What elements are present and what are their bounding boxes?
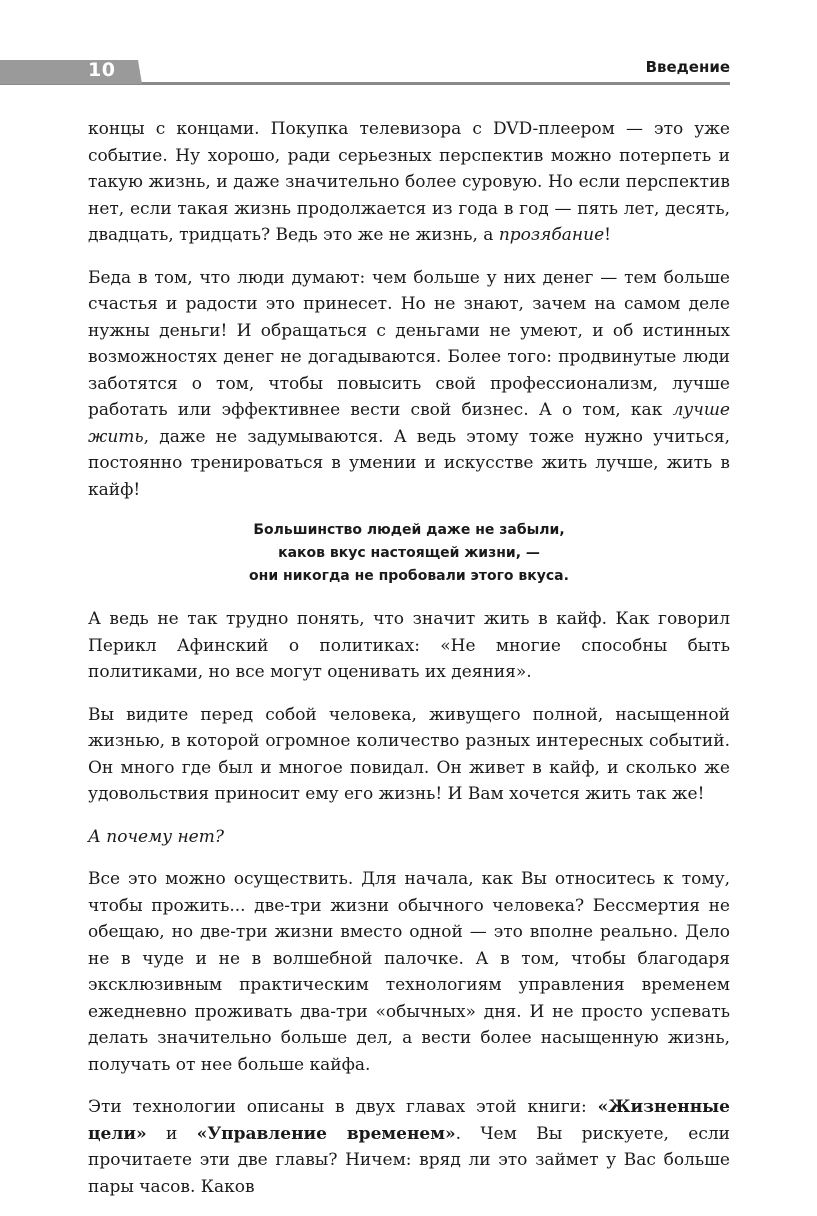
- paragraph-3: А ведь не так трудно понять, что значит жить в кайф. Как говорил Перикл Афинский о политиках: «Не многие способны быть политиками, но все могут оценивать их деяния».: [88, 609, 730, 682]
- chapter-ref-time-management: «Управление временем»: [196, 1123, 456, 1144]
- page-body: [88, 116, 730, 1216]
- paragraph-5-italic-question: А почему нет?: [88, 826, 224, 847]
- paragraph-4: Вы видите перед собой человека, живущего полной, насыщенной жизнью, в которой огромное количество разных интересных событий. Он много где был и многое повидал. Он живет в кайф, и сколько же удовольствия приносит ему его жизнь! И Вам хочется жить так же!: [88, 704, 730, 804]
- page-number-tab: [0, 60, 142, 84]
- page-header: [0, 58, 730, 84]
- paragraph-7: Эти технологии описаны в двух главах этой книги: «Жизненные цели» и «Управление временем». Чем Вы рискуете, если прочитаете эти две главы? Ничем: вряд ли это займет у Вас больше пары часов. Каков: [88, 1097, 731, 1197]
- chapter-ref-life-goals: «Жизненные цели»: [88, 1097, 730, 1144]
- paragraph-1: концы с концами. Покупка телевизора с DVD-плеером — это уже событие. Ну хорошо, ради серьезных перспектив можно потерпеть и такую жизнь, и даже значительно более суровую. Но если перспектив нет, если такая жизнь продолжается из года в год — пять лет, десять, двадцать, тридцать? Ведь это же не жизнь, а прозябание!: [88, 119, 730, 245]
- pull-quote-line: они никогда не пробовали этого вкуса.: [249, 568, 569, 584]
- paragraph-6: Все это можно осуществить. Для начала, как Вы относитесь к тому, чтобы прожить... две-три жизни обычного человека? Бессмертия не обещаю, но две-три жизни вместо одной — это вполне реально. Дело не в чуде и не в волшебной палочке. А в том, чтобы благодаря эксклюзивным практическим технологиям управления временем ежедневно проживать два-три «обычных» дня. И не просто успевать делать значительно больше дел, а вести более насыщенную жизнь, получать от нее больше кайфа.: [88, 869, 730, 1075]
- emphasis-prozyabanie: прозябание: [498, 225, 605, 245]
- paragraph-2: Беда в том, что люди думают: чем больше у них денег — тем больше счастья и радости это принесет. Но не знают, зачем на самом деле нужны деньги! И обращаться с деньгами не умеют, и об истинных возможностях денег не догадываются. Более того: продвинутые люди заботятся о том, чтобы повысить свой профессионализм, лучше работать или эффективнее вести свой бизнес. А о том, как лучше жить, даже не задумываются. А ведь этому тоже нужно учиться, постоянно тренироваться в умении и искусстве жить лучше, жить в кайф!: [88, 267, 730, 500]
- running-section-title: Введение: [645, 58, 730, 76]
- pull-quote-line: каков вкус настоящей жизни, —: [278, 545, 540, 561]
- pull-quote-line: Большинство людей даже не забыли,: [253, 522, 565, 538]
- pull-quote: [88, 519, 730, 588]
- page-number: 10: [88, 59, 116, 81]
- emphasis-luchshe-zhit: лучше жить: [88, 400, 730, 447]
